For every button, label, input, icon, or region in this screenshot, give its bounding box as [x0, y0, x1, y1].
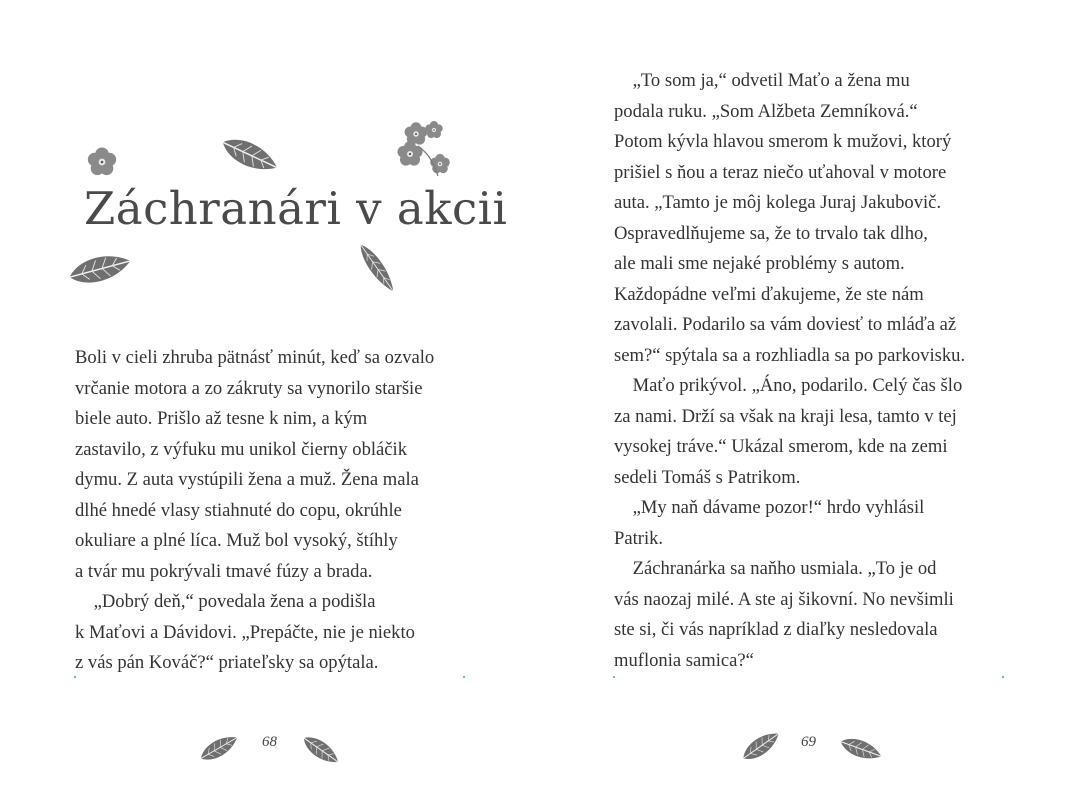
text-line: „To som ja,“ odvetil Maťo a žena mu [614, 70, 910, 91]
text-line: prišiel s ňou a teraz niečo uťahoval v motore [614, 161, 947, 183]
text-line: ste si, či vás napríklad z diaľky nesledovala [614, 619, 938, 640]
text-line: „My naň dávame pozor!“ hrdo vyhlásil [614, 497, 925, 518]
text-line: Potom kývla hlavou smerom k mužovi, ktorý [614, 131, 952, 152]
text-line: k Maťovi a Dávidovi. „Prepáčte, nie je niekto [75, 621, 415, 643]
margin-dot [613, 676, 615, 678]
leaf-icon [736, 724, 786, 768]
right-page-body [614, 66, 965, 676]
leaf-icon [214, 130, 286, 180]
text-line: biele auto. Prišlo až tesne k nim, a kým [75, 408, 368, 429]
margin-dot [74, 676, 76, 678]
text-line: dlhé hnedé vlasy stiahnuté do copu, okrúhle [75, 499, 402, 521]
text-line: „Dobrý deň,“ povedala žena a podišla [75, 591, 376, 612]
forget-me-not-flower-icon [388, 116, 460, 190]
text-line: dymu. Z auta vystúpili žena a muž. Žena mala [75, 469, 419, 490]
text-line: Patrik. [614, 527, 664, 549]
text-line: zavolali. Podarilo sa vám doviesť to mláďa až [614, 314, 957, 335]
text-line: z vás pán Kováč?“ priateľsky sa opýtala. [75, 652, 379, 673]
text-line: Záchranárka sa naňho usmiala. „To je od [614, 558, 937, 579]
forget-me-not-flower-icon [80, 140, 124, 184]
text-line: a tvár mu pokrývali tmavé fúzy a brada. [75, 560, 373, 582]
text-line: Každopádne veľmi ďakujeme, že ste nám [614, 283, 924, 305]
text-line: sedeli Tomáš s Patrikom. [614, 466, 801, 488]
text-line: vysokej tráve.“ Ukázal smerom, kde na zemi [614, 436, 948, 457]
text-line: muflonia samica?“ [614, 649, 754, 671]
text-line: Boli v cieli zhruba pätnásť minút, keď sa ozvalo [75, 347, 435, 368]
text-line: Maťo prikývol. „Áno, podarilo. Celý čas šlo [614, 375, 963, 396]
page-number: 68 [262, 734, 277, 750]
text-line: zastavilo, z výfuku mu unikol čierny obláčik [75, 438, 408, 460]
text-line: vrčanie motora a zo zákruty sa vynorilo staršie [75, 377, 423, 399]
left-page-body [75, 343, 434, 679]
text-line: za nami. Drží sa však na kraji lesa, tamto v tej [614, 405, 957, 427]
leaf-icon [344, 236, 410, 300]
leaf-icon [62, 244, 138, 294]
right-page [540, 0, 1079, 800]
leaf-icon [196, 728, 242, 768]
text-line: okuliare a plné líca. Muž bol vysoký, štíhly [75, 530, 398, 551]
text-line: Ospravedlňujeme sa, že to trvalo tak dlho, [614, 222, 928, 244]
text-line: auta. „Tamto je môj kolega Juraj Jakubovič. [614, 192, 942, 213]
leaf-icon [298, 728, 344, 772]
text-line: podala ruku. „Som Alžbeta Zemníková.“ [614, 100, 918, 122]
chapter-title: Záchranári v akcii [84, 182, 508, 235]
text-line: vás naozaj milé. A ste aj šikovní. No nevšimli [614, 588, 954, 610]
text-line: sem?“ spýtala sa a rozhliadla sa po parkovisku. [614, 344, 966, 366]
margin-dot [1002, 676, 1004, 678]
page-number: 69 [801, 734, 816, 750]
text-line: ale mali sme nejaké problémy s autom. [614, 253, 905, 274]
margin-dot [463, 676, 465, 678]
leaf-icon [836, 728, 886, 770]
